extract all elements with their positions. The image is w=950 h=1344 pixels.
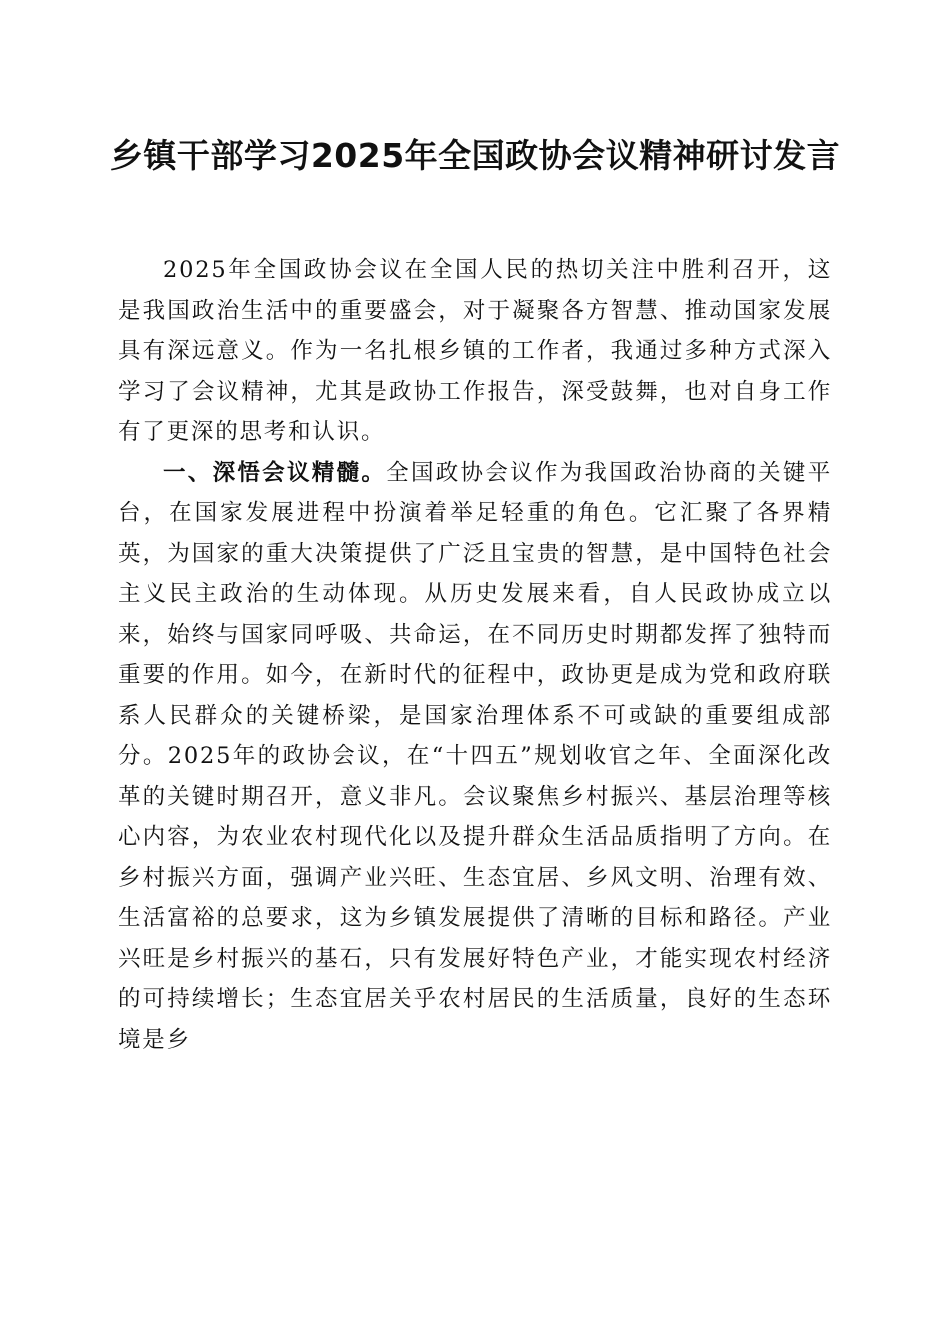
section-one-paragraph — [118, 453, 832, 1061]
intro-paragraph-text: 2025年全国政协会议在全国人民的热切关注中胜利召开，这是我国政治生活中的重要盛会，对于凝聚各方智慧、推动国家发展具有深远意义。作为一名扎根乡镇的工作者，我通过多种方式深入学习了会议精神，尤其是政协工作报告，深受鼓舞，也对自身工作有了更深的思考和认识。 — [118, 257, 832, 445]
intro-paragraph — [118, 250, 832, 453]
section-one-heading: 一、深悟会议精髓。 — [163, 459, 387, 486]
document-title: 乡镇干部学习2025年全国政协会议精神研讨发言 — [109, 136, 841, 175]
section-one-text: 全国政协会议作为我国政治协商的关键平台，在国家发展进程中扮演着举足轻重的角色。它汇聚了各界精英，为国家的重大决策提供了广泛且宝贵的智慧，是中国特色社会主义民主政治的生动体现。从历史发展来看，自人民政协成立以来，始终与国家同呼吸、共命运，在不同历史时期都发挥了独特而重要的作用。如今，在新时代的征程中，政协更是成为党和政府联系人民群众的关键桥梁，是国家治理体系不可或缺的重要组成部分。2025年的政协会议，在“十四五”规划收官之年、全面深化改革的关键时期召开，意义非凡。会议聚焦乡村振兴、基层治理等核心内容，为农业农村现代化以及提升群众生活品质指明了方向。在乡村振兴方面，强调产业兴旺、生态宜居、乡风文明、治理有效、生活富裕的总要求，这为乡镇发展提供了清晰的目标和路径。产业兴旺是乡村振兴的基石，只有发展好特色产业，才能实现农村经济的可持续增长；生态宜居关乎农村居民的生活质量，良好的生态环境是乡 — [118, 459, 833, 1053]
document-body — [118, 250, 832, 1060]
